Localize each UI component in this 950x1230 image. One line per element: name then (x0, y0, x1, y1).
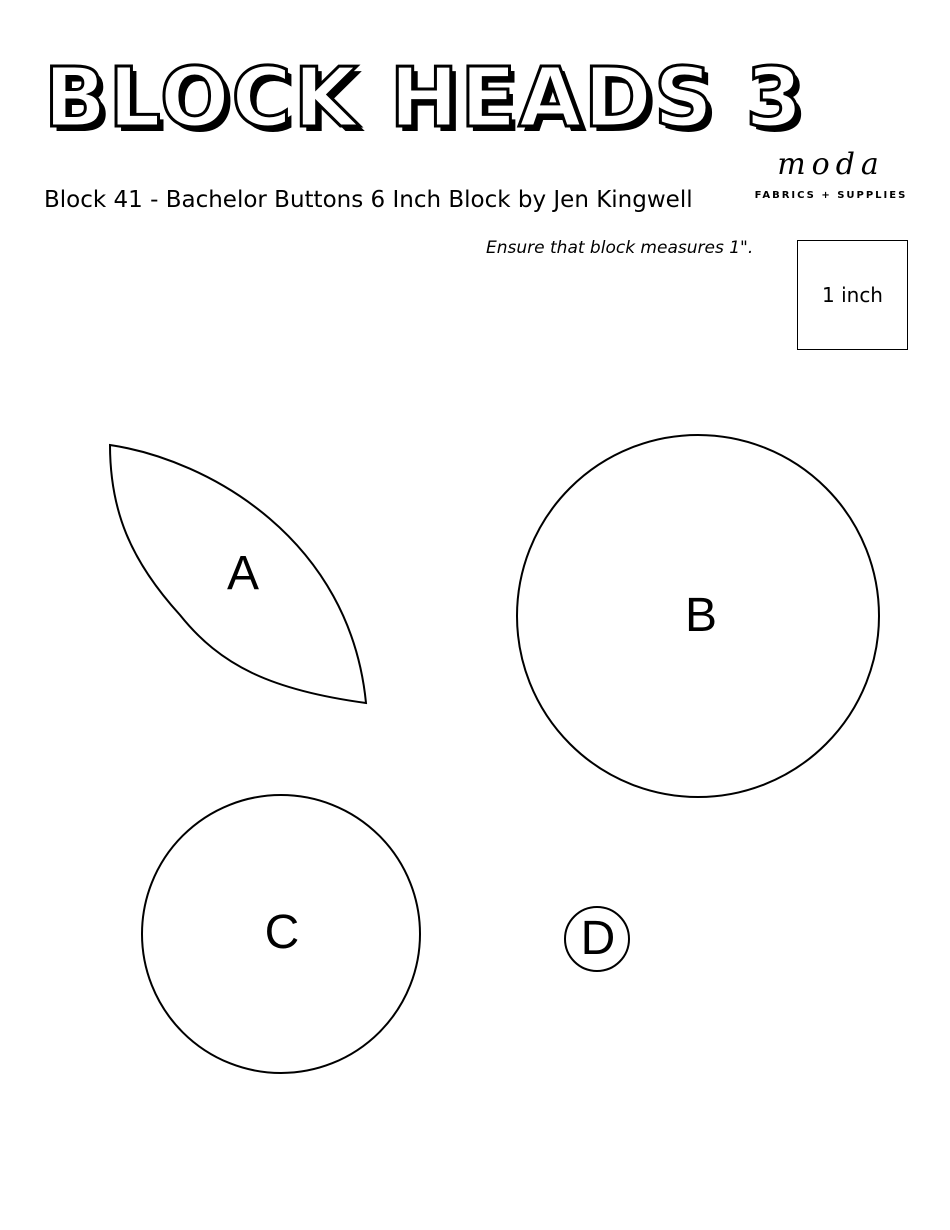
piece-c-label: C (264, 906, 300, 959)
piece-b (517, 435, 879, 797)
block-subtitle: Block 41 - Bachelor Buttons 6 Inch Block by Jen Kingwell (44, 187, 693, 213)
piece-c (142, 795, 420, 1073)
measure-instruction: Ensure that block measures 1". (486, 238, 754, 258)
test-square-label: 1 inch (822, 283, 883, 307)
pattern-title: BLOCK HEADS 3 (44, 51, 805, 146)
piece-b-label: B (684, 589, 718, 642)
piece-d (565, 907, 629, 971)
logo-wordmark: moda (777, 147, 885, 182)
piece-a-label: A (226, 547, 260, 600)
logo-tagline: FABRICS + SUPPLIES (754, 190, 908, 201)
piece-d-label: D (580, 912, 616, 965)
piece-a (110, 445, 366, 703)
